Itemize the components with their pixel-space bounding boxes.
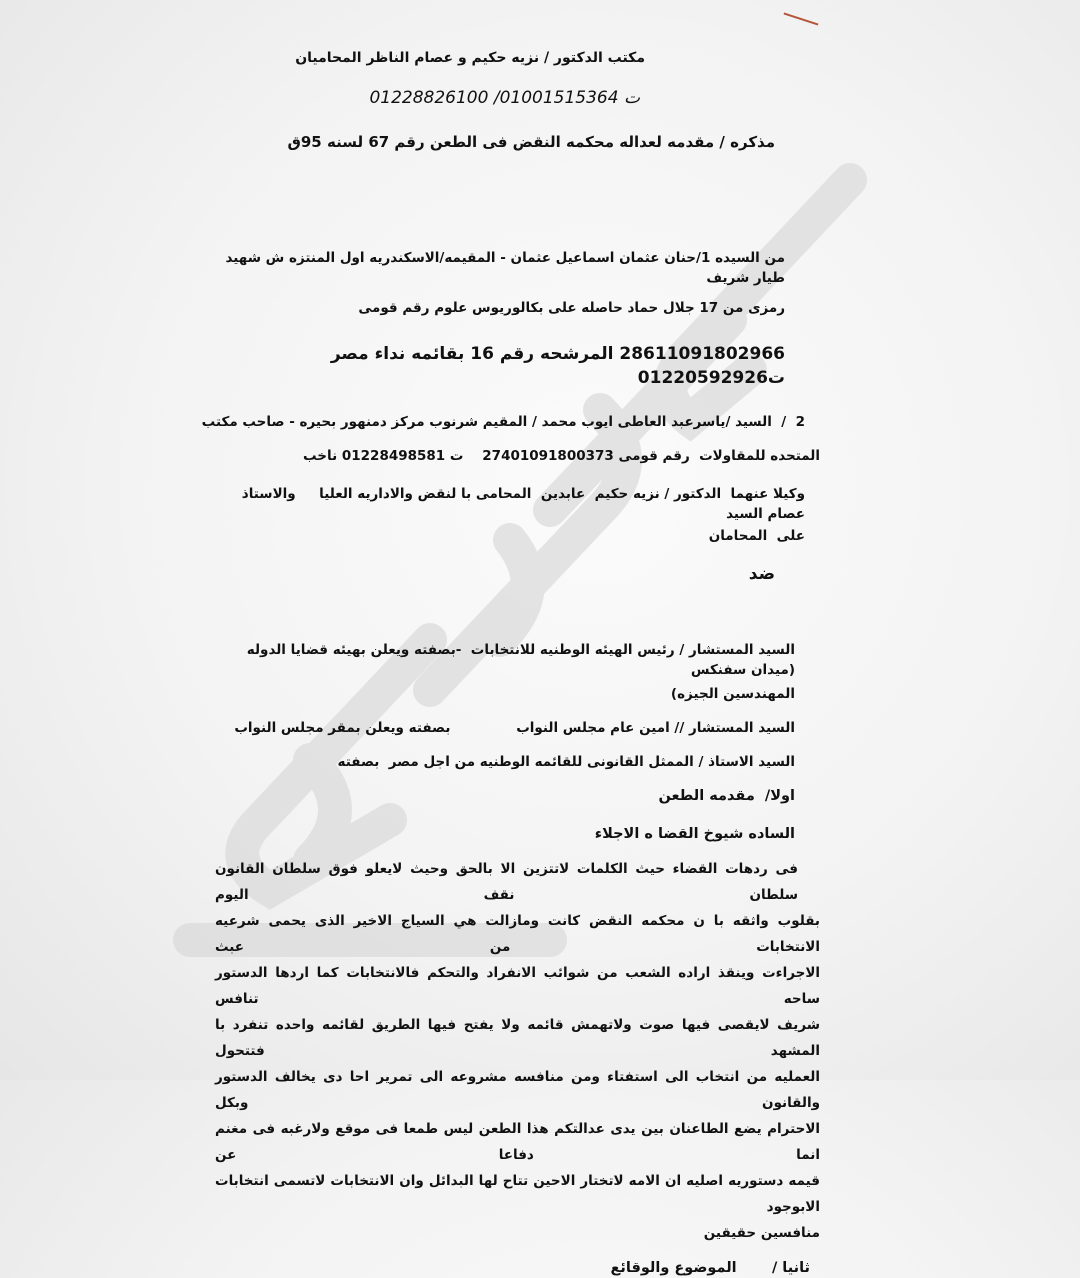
respondent-line: السيد المستشار // امين عام مجلس النواب بصفته ويعلن بمقر مجلس النواب <box>234 720 795 736</box>
attorneys-line: على المحامان <box>708 528 805 544</box>
document-body <box>200 0 820 1278</box>
appellant-2-line: 2 / السيد /ياسرعبد العاطى ايوب محمد / المقيم شرنوب مركز دمنهور بحيره - صاحب مكتب <box>201 414 805 430</box>
paragraph-line: قيمه دستوريه اصليه ان الامه لاتختار الاحين تتاح لها البدائل وان الانتخابات لاتسمى انتخابات الابوجود <box>215 1173 820 1215</box>
appellant-2-ids: المتحده للمقاولات رقم قومى 27401091800373 ت 01228498581 ناخب <box>303 448 820 464</box>
appellant-1-ids: 28611091802966 المرشحه رقم 16 بقائمه نداء مصر ت01220592926 <box>330 344 785 388</box>
appellant-1-line: من السيده 1/حنان عثمان اسماعيل عثمان - المقيمه/الاسكندريه اول المنتزه ش شهيد طيار شريف <box>225 250 785 286</box>
against-label: ضد <box>748 564 775 584</box>
paragraph-line: شريف لايقصى فيها صوت ولاتهمش قائمه ولا يفتح فيها الطريق لقائمه واحده تنفرد با المشهد فتتحول <box>215 1017 820 1059</box>
section-2-heading: ثانيا / الموضوع والوقائع <box>610 1260 810 1276</box>
salutation: الساده شيوخ القضا ه الاجلاء <box>594 826 795 842</box>
respondent-line: السيد المستشار / رئيس الهيئه الوطنيه للانتخابات -بصفته ويعلن بهيئه قضايا الدوله (ميدان سفنكس <box>242 642 795 678</box>
appellant-1-line: رمزى من 17 جلال حماد حاصله على بكالوريوس علوم رقم قومى <box>358 300 785 316</box>
paragraph-line: فى ردهات القضاء حيث الكلمات لاتتزين الا بالحق وحيث لايعلو فوق سلطان القانون سلطان نقف اليوم <box>215 861 798 903</box>
office-phones: ت 01001515364/ 01228826100 <box>369 88 640 108</box>
respondent-line: السيد الاستاذ / الممثل القانونى للقائمه الوطنيه من اجل مصر بصفته <box>337 754 795 770</box>
paragraph-line: بقلوب واثقه با ن محكمه النقض كانت ومازالت هي السياج الاخير الذى يحمى شرعيه الانتخابات من عبث <box>215 913 820 955</box>
section-1-heading: اولا/ مقدمه الطعن <box>658 788 795 804</box>
paragraph-line: الاجراءت وينقذ اراده الشعب من شوائب الانفراد والتحكم فالانتخابات كما اردها الدستور ساحه تنافس <box>215 965 820 1007</box>
respondent-line: المهندسين الجيزه) <box>670 686 795 702</box>
paragraph-line: العمليه من انتخاب الى استفتاء ومن منافسه مشروعه الى تمرير احا دى يخالف الدستور والقانون وبكل <box>215 1069 820 1111</box>
paragraph-line: الاحترام يضع الطاعنان بين يدى عدالتكم هذا الطعن ليس طمعا فى موقع ولارغبه فى مغنم انما دفاعا عن <box>215 1121 820 1163</box>
paragraph-line: منافسين حقيقين <box>703 1225 820 1241</box>
intro-paragraph <box>215 856 820 1246</box>
office-header: مكتب الدكتور / نزيه حكيم و عصام الناظر المحاميان <box>295 50 645 66</box>
memo-title: مذكره / مقدمه لعداله محكمه النقض فى الطعن رقم 67 لسنه 95ق <box>287 133 775 151</box>
attorneys-line: وكيلا عنهما الدكتور / نزيه حكيم عابدين المحامى با لنقض والاداريه العليا والاستاذ عصام السيد <box>237 486 805 522</box>
